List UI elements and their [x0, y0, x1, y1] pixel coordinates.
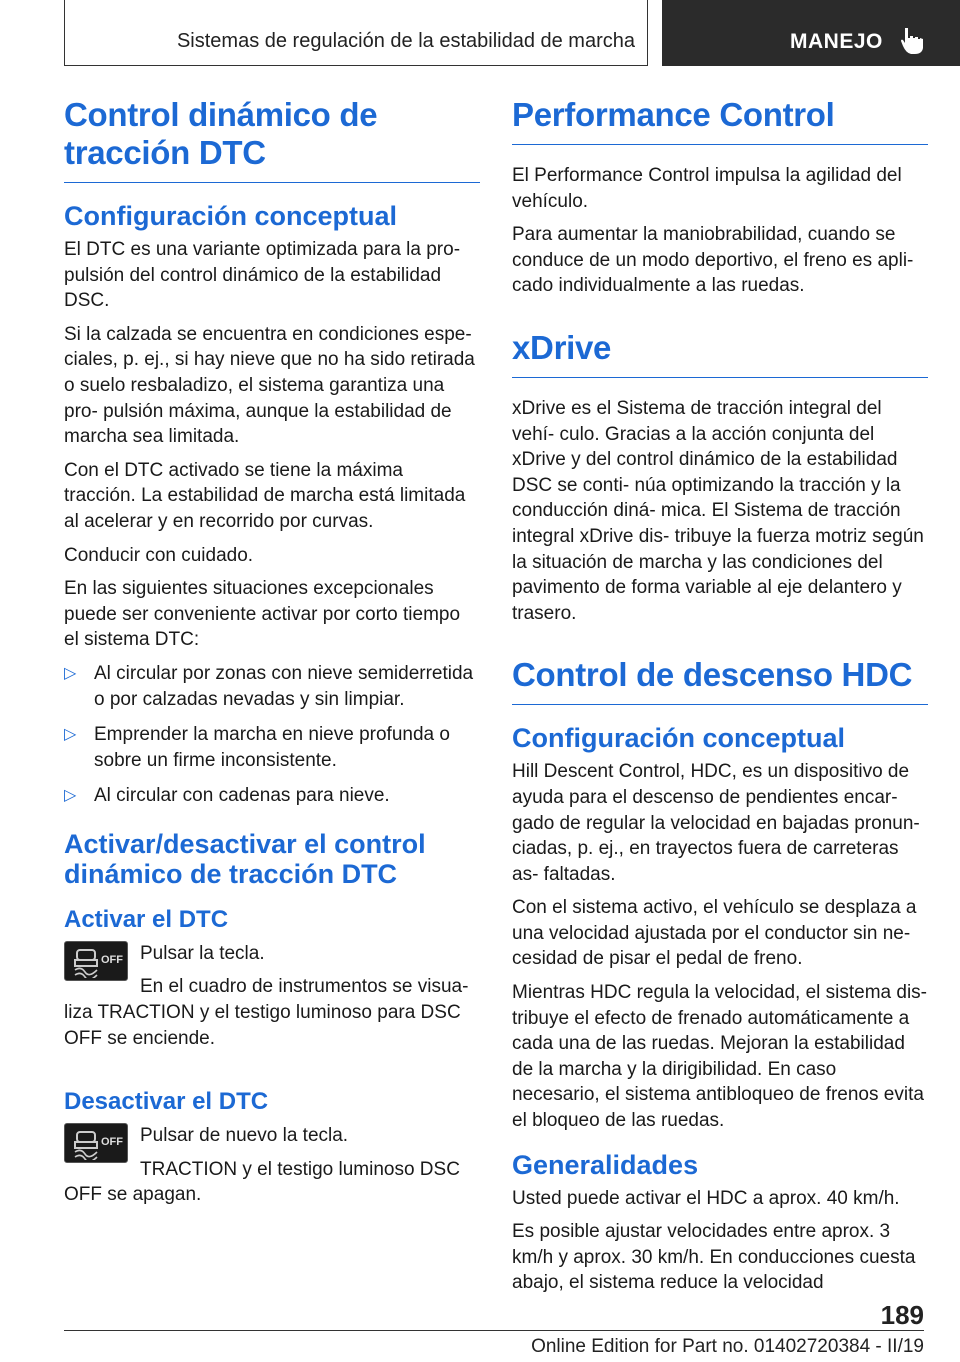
triangle-bullet-icon: ▷ [64, 787, 77, 805]
paragraph: Mientras HDC regula la velocidad, el sistema dis- tribuye el efecto de frenado automáticamente a cada una de las ruedas. Mejoran la estabilidad de la marcha y la dirigibilidad. En caso necesario, el sistema antibloqueo de frenos evita el bloqueo de las ruedas. [512, 982, 927, 1132]
list-item: ▷ Al circular con cadenas para nieve. [64, 783, 480, 809]
chapter-tab-label: MANEJO [790, 30, 883, 53]
paragraph: En el cuadro de instrumentos se visua- liza TRACTION y el testigo luminoso para DSC OFF se enciende. [64, 976, 469, 1049]
paragraph: Para aumentar la maniobrabilidad, cuando se conduce de un modo deportivo, el freno es apli- cado individualmente a las ruedas. [512, 224, 914, 297]
paragraph: Es posible ajustar velocidades entre aprox. 3 km/h y aprox. 30 km/h. En conducciones cuesta abajo, el sistema reduce la velocidad [512, 1221, 916, 1294]
chapter-tab [662, 0, 960, 66]
dsc-off-button-icon: OFF [64, 941, 128, 981]
paragraph: Si la calzada se encuentra en condiciones espe- ciales, p. ej., si hay nieve que no ha sido retirada o suelo resbaladizo, el sistema garantiza una pro- pulsión máxima, aunque la estabilidad de marcha sea limitada. [64, 323, 475, 448]
section-title-xdrive: xDrive [512, 329, 928, 378]
paragraph: El Performance Control impulsa la agilidad del vehículo. [512, 165, 902, 212]
paragraph: xDrive es el Sistema de tracción integral del vehí- culo. Gracias a la acción conjunta del xDrive y del control dinámico de la estabilidad DSC se conti- núa optimizando la tracción y la conducción diná- mica. El Sistema de tracción integral xDrive dis- tribuye la fuerza motriz según la situación de marcha y las condiciones del pavimento de forma variable al eje delantero y trasero. [512, 397, 924, 624]
footer-divider [64, 1330, 924, 1331]
triangle-bullet-icon: ▷ [64, 726, 77, 744]
paragraph: Conducir con cuidado. [64, 544, 254, 566]
subsection-title-toggle: Activar/desactivar el control dinámico de tracción DTC [64, 828, 426, 889]
right-column [512, 96, 928, 1304]
section-title-performance: Performance Control [512, 96, 928, 145]
paragraph: Pulsar de nuevo la tecla. [140, 1125, 349, 1147]
section-title-dtc: Control dinámico de tracción DTC [64, 96, 480, 183]
header-title: Sistemas de regulación de la estabilidad de marcha [176, 30, 635, 52]
paragraph: Hill Descent Control, HDC, es un dispositivo de ayuda para el descenso de pendientes encar- gado de regular la velocidad en bajadas pronun- ciadas, p. ej., en trayectos fuera de carreteras as- faltadas. [512, 761, 920, 885]
heading-deactivate: Desactivar el DTC [64, 1088, 269, 1116]
subsection-title-concept: Configuración conceptual [64, 201, 398, 231]
paragraph: En las siguientes situaciones excepcionales puede ser conveniente activar por corto tiempo el sistema DTC: [64, 578, 461, 651]
list-item: ▷ Al circular por zonas con nieve semiderretida o por calzadas nevadas y sin limpiar. [64, 662, 474, 710]
paragraph: Con el sistema activo, el vehículo se desplaza a una velocidad ajustada por el conductor sin ne- cesidad de pisar el pedal de freno. [512, 897, 917, 970]
dsc-off-button-icon: OFF [64, 1123, 128, 1163]
deactivate-block [64, 1123, 480, 1216]
heading-activate: Activar el DTC [64, 905, 229, 933]
running-header [64, 0, 648, 66]
paragraph: TRACTION y el testigo luminoso DSC OFF se apagan. [64, 1158, 460, 1206]
pointing-hand-icon [896, 24, 928, 56]
triangle-bullet-icon: ▷ [64, 664, 77, 682]
paragraph: Con el DTC activado se tiene la máxima tracción. La estabilidad de marcha está limitada al acelerar y en recorrido por curvas. [64, 459, 466, 532]
subsection-title-general: Generalidades [512, 1149, 699, 1180]
list-item: ▷ Emprender la marcha en nieve profunda o sobre un firme inconsistente. [64, 724, 450, 771]
left-column [64, 96, 480, 1216]
edition-note: Online Edition for Part no. 01402720384 - II/19 [531, 1336, 924, 1357]
page-number: 189 [880, 1300, 924, 1330]
section-title-hdc: Control de descenso HDC [512, 656, 928, 705]
situations-list [64, 661, 480, 809]
paragraph: Usted puede activar el HDC a aprox. 40 km/h. [512, 1187, 900, 1209]
paragraph: Pulsar la tecla. [140, 942, 265, 964]
subsection-title-concept-hdc: Configuración conceptual [512, 723, 846, 754]
paragraph: El DTC es una variante optimizada para la pro- pulsión del control dinámico de la estabilidad DSC. [64, 239, 461, 312]
activate-block [64, 941, 480, 1059]
